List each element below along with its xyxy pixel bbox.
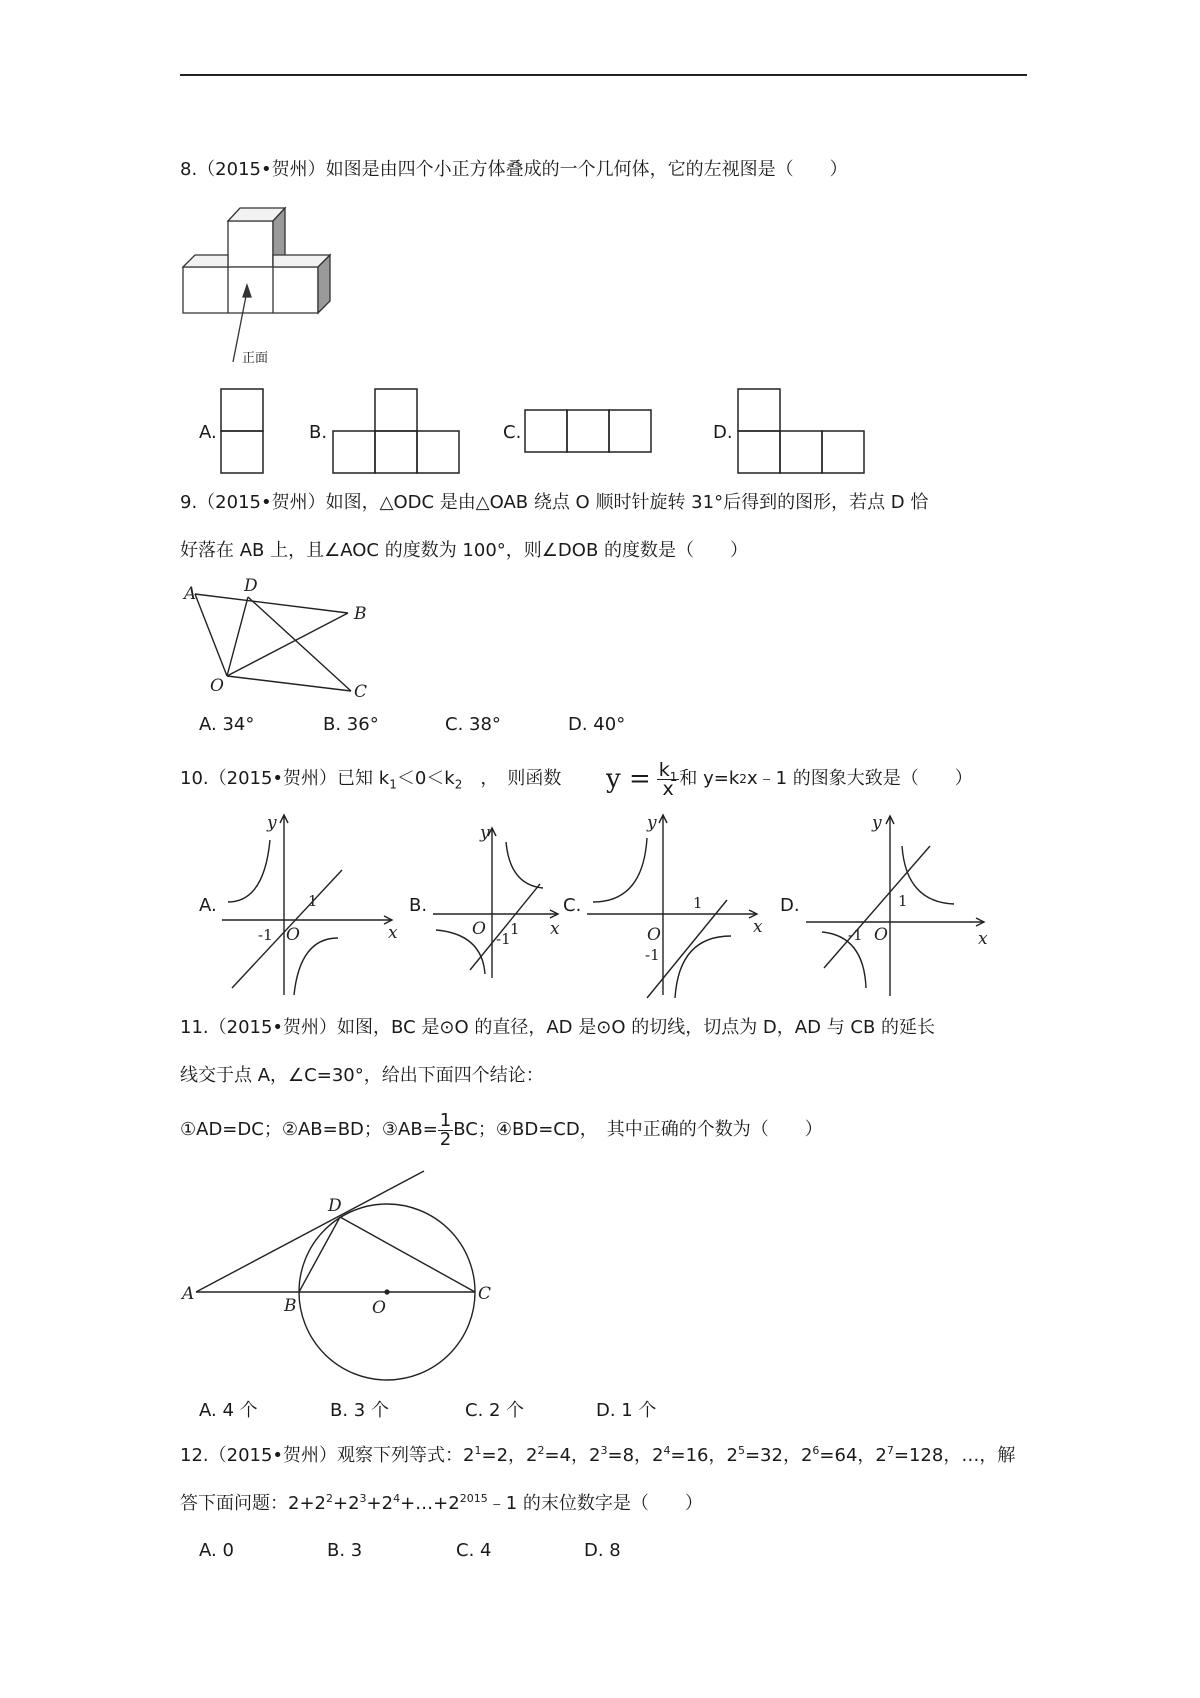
q12-eq-1: =2，2	[481, 1445, 538, 1466]
q11-frac-den: 2	[439, 1128, 452, 1150]
q12-eq-4: =16，2	[670, 1445, 738, 1466]
q11-line3-b: BC；④BD=CD， 其中正确的个数为（ ）	[453, 1119, 823, 1140]
q12-option-d[interactable]: D. 8	[584, 1540, 621, 1561]
q11-option-c[interactable]: C. 2 个	[465, 1400, 525, 1421]
header-rule	[180, 74, 1027, 76]
q8-option-a[interactable]: A.	[199, 422, 217, 443]
q10-frac-num: k	[658, 758, 670, 781]
q12-eq-7: =128，…，解	[893, 1445, 1016, 1466]
q12-sup-1: 1	[474, 1444, 482, 1457]
q11-option-b[interactable]: B. 3 个	[330, 1400, 389, 1421]
q10a-x-label: x	[388, 923, 398, 943]
q10c-x-label: x	[753, 917, 763, 937]
q10b-y-label: y	[480, 823, 490, 843]
q8-option-a-figure	[220, 388, 265, 476]
q12-option-b[interactable]: B. 3	[327, 1540, 363, 1561]
q11-option-a[interactable]: A. 4 个	[199, 1400, 258, 1421]
q11-label-b: B	[284, 1296, 297, 1316]
q10-fraction	[657, 758, 680, 800]
q11-stem-line3	[180, 1105, 823, 1155]
q10b-one: 1	[510, 920, 520, 938]
q10d-neg-one: -1	[848, 926, 863, 944]
q12-line1-start: 12.（2015•贺州）观察下列等式：2	[180, 1445, 475, 1466]
q9-label-c: C	[354, 682, 368, 702]
q10d-y-label: y	[872, 813, 882, 833]
q10d-one: 1	[898, 892, 908, 910]
q10-graph-a	[220, 810, 400, 1000]
q12-eq-6: =64，2	[819, 1445, 887, 1466]
q10b-neg-one: -1	[496, 930, 511, 948]
q12-sup-3: 3	[600, 1444, 608, 1457]
q10-suffix-a: 和 y=k	[679, 768, 740, 789]
q12-sup-4: 4	[663, 1444, 671, 1457]
q12-eq-2: =4，2	[544, 1445, 601, 1466]
q10a-y-label: y	[267, 813, 277, 833]
q9-label-d: D	[244, 576, 258, 596]
q11-frac-num: 1	[439, 1109, 452, 1131]
q10b-origin: O	[472, 919, 486, 939]
q8-option-d[interactable]: D.	[713, 422, 733, 443]
q10-frac-sub: 1	[669, 769, 678, 784]
q11-label-c: C	[478, 1284, 492, 1304]
q9-label-o: O	[210, 676, 224, 696]
q9-option-a[interactable]: A. 34°	[199, 714, 255, 735]
q11-label-d: D	[328, 1196, 342, 1216]
q10-sub2: 2	[454, 777, 463, 792]
q12-sup-6: 6	[812, 1444, 820, 1457]
q11-stem-line1: 11.（2015•贺州）如图，BC 是⊙O 的直径，AD 是⊙O 的切线，切点为 D，AD 与 CB 的延长	[180, 1017, 936, 1038]
q9-stem-line1: 9.（2015•贺州）如图，△ODC 是由△OAB 绕点 O 顺时针旋转 31°后得到的图形，若点 D 恰	[180, 492, 929, 513]
q10-frac-den: x	[662, 777, 674, 800]
q10-stem-mid2: ， 则函数	[462, 768, 562, 789]
q10-function: y = $\frac{k_1}{x}$ 和 y=k 2 x﹣1 的图象大致是（ ）	[606, 758, 973, 800]
q10-graph-c	[585, 810, 765, 1000]
q11-label-o: O	[372, 1298, 386, 1318]
q10a-one: 1	[308, 892, 318, 910]
q11-label-a: A	[182, 1284, 195, 1304]
q9-option-d[interactable]: D. 40°	[568, 714, 626, 735]
q10-option-a[interactable]: A.	[199, 895, 217, 916]
q10c-one: 1	[693, 894, 703, 912]
q12-l2-sup-3: 4	[393, 1492, 401, 1505]
q10-stem	[180, 768, 561, 790]
q8-solid-figure	[180, 205, 350, 365]
q10d-x-label: x	[978, 929, 988, 949]
q8-front-label: 正面	[242, 351, 269, 366]
q11-line3-a: ①AD=DC；②AB=BD；③AB=	[180, 1119, 438, 1140]
q11-option-d[interactable]: D. 1 个	[596, 1400, 657, 1421]
q10-option-d[interactable]: D.	[780, 895, 800, 916]
q8-option-b[interactable]: B.	[309, 422, 328, 443]
q10-suffix-b: x﹣1 的图象大致是（ ）	[746, 768, 973, 789]
q9-label-a: A	[184, 584, 197, 604]
q9-label-b: B	[354, 604, 367, 624]
q12-l2-sup-2: 3	[359, 1492, 367, 1505]
q11-fraction	[438, 1109, 453, 1150]
q12-sup-5: 5	[737, 1444, 745, 1457]
q12-eq-3: =8，2	[607, 1445, 664, 1466]
q12-stem-line2	[180, 1493, 703, 1515]
q12-stem-line1	[180, 1445, 1015, 1467]
q8-option-b-figure	[332, 388, 462, 476]
q12-option-c[interactable]: C. 4	[456, 1540, 492, 1561]
q8-option-d-figure	[737, 388, 867, 476]
q10c-origin: O	[647, 925, 661, 945]
q8-option-c-figure	[524, 409, 654, 455]
q10-stem-prefix: 10.（2015•贺州）已知 k	[180, 768, 390, 789]
q12-l2-sup-1: 2	[326, 1492, 333, 1505]
q10b-x-label: x	[550, 919, 560, 939]
q10c-neg-one: -1	[645, 946, 660, 964]
q12-l2-part-3: +…+2	[400, 1493, 460, 1514]
q8-stem: 8.（2015•贺州）如图是由四个小正方体叠成的一个几何体，它的左视图是（ ）	[180, 159, 848, 180]
q12-l2-end: ﹣1 的末位数字是（ ）	[487, 1493, 703, 1514]
q12-option-a[interactable]: A. 0	[199, 1540, 234, 1561]
q10-option-b[interactable]: B.	[409, 895, 428, 916]
q10a-neg-one: -1	[258, 926, 273, 944]
q12-sup-2: 2	[537, 1444, 545, 1457]
q10-stem-mid1: ＜0＜k	[396, 768, 455, 789]
q10-graph-d	[802, 810, 992, 1000]
q12-sup-7: 7	[886, 1444, 894, 1457]
q11-stem-line2: 线交于点 A，∠C=30°，给出下面四个结论：	[180, 1065, 544, 1086]
q9-option-c[interactable]: C. 38°	[445, 714, 501, 735]
q9-stem-line2: 好落在 AB 上，且∠AOC 的度数为 100°，则∠DOB 的度数是（ ）	[180, 540, 749, 561]
q11-circle-figure	[180, 1165, 500, 1395]
q9-option-b[interactable]: B. 36°	[323, 714, 379, 735]
q8-option-c[interactable]: C.	[503, 422, 522, 443]
q10-sub1: 1	[389, 777, 397, 792]
q10c-y-label: y	[647, 813, 657, 833]
q12-l2-part-1: +2	[333, 1493, 360, 1514]
q10-option-c[interactable]: C.	[563, 895, 582, 916]
q10-graph-b	[430, 810, 570, 1000]
q12-eq-5: =32，2	[744, 1445, 813, 1466]
q10a-origin: O	[286, 925, 300, 945]
q9-rotation-figure	[180, 575, 380, 705]
q10d-origin: O	[874, 925, 888, 945]
q12-l2-sup-4: 2015	[459, 1492, 488, 1505]
q12-line2-start: 答下面问题：2+2	[180, 1493, 326, 1514]
q10-y: y =	[606, 764, 651, 794]
q12-l2-part-2: +2	[366, 1493, 394, 1514]
